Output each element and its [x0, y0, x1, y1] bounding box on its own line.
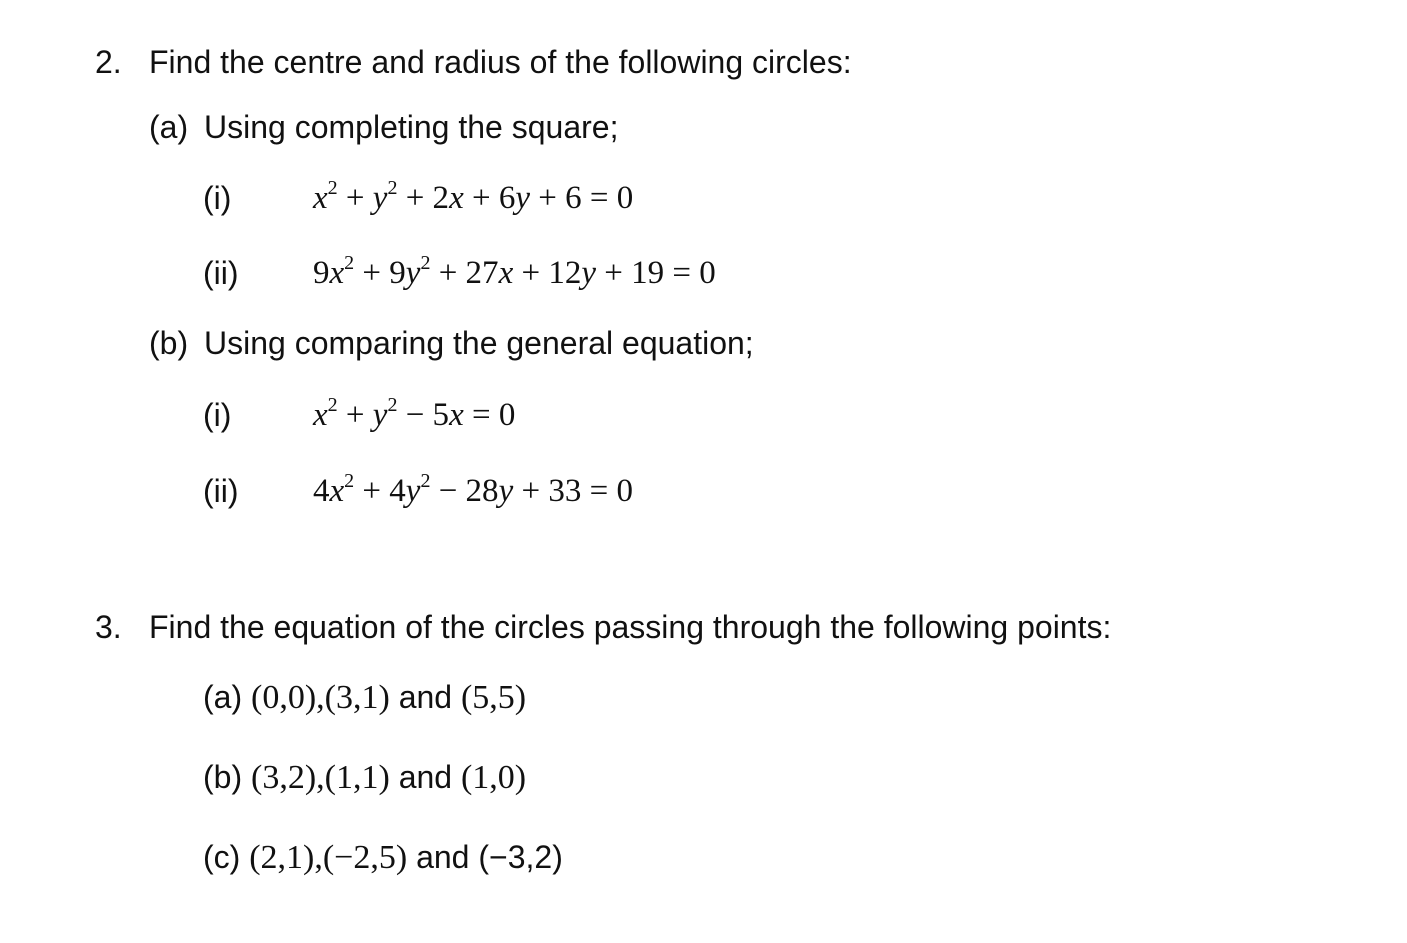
q3b-and: and: [398, 759, 453, 795]
q2a-ii-equation: $9x^2 + 9y^2 + 27x + 12y + 19 = 0$: [313, 252, 716, 291]
q2a-ii-label: (ii): [203, 255, 239, 291]
question-3-text: Find the equation of the circles passing through the following points:: [149, 609, 1112, 645]
q2b-ii-equation: $4x^2 + 4y^2 - 28y + 33 = 0$: [313, 470, 633, 509]
q3c-point-3: (−3,2): [478, 839, 563, 875]
q2b-ii-label: (ii): [203, 473, 239, 509]
q3c-point-2: (−2,5): [322, 839, 408, 876]
q2a-i-equation: $x^2 + y^2 + 2x + 6y + 6 = 0$: [313, 177, 634, 216]
q3c-point-1: (2,1): [249, 839, 315, 876]
q2b-i-label: (i): [203, 397, 232, 433]
q2a-label: (a): [149, 109, 189, 145]
q3a-row: (a) (0,0),(3,1) and (5,5): [203, 679, 527, 716]
q2a-i-label: (i): [203, 180, 232, 216]
q3a-label: (a): [203, 679, 243, 715]
q2b-text: Using comparing the general equation;: [204, 325, 754, 361]
q3b-point-1: (3,2): [251, 759, 317, 796]
q3b-label: (b): [203, 759, 243, 795]
q3c-and: and: [416, 839, 470, 875]
q3a-point-2: (3,1): [324, 679, 390, 716]
q3a-point-1: (0,0): [251, 679, 317, 716]
question-3-number: 3.: [95, 609, 122, 645]
q3b-point-3: (1,0): [460, 759, 527, 796]
q2b-i-equation: $x^2 + y^2 - 5x = 0$: [313, 394, 516, 433]
q3a-and: and: [398, 679, 453, 715]
q3b-row: (b) (3,2),(1,1) and (1,0): [203, 759, 527, 796]
q3c-label: (c): [203, 839, 241, 875]
question-2-text: Find the centre and radius of the following circles:: [149, 44, 852, 80]
q2b-label: (b): [149, 325, 189, 361]
q2a-text: Using completing the square;: [204, 109, 619, 145]
question-2-number: 2.: [95, 44, 122, 80]
q3a-point-3: (5,5): [460, 679, 527, 716]
q3c-row: (c) (2,1),(−2,5) and (−3,2): [203, 839, 563, 876]
q3b-point-2: (1,1): [324, 759, 390, 796]
